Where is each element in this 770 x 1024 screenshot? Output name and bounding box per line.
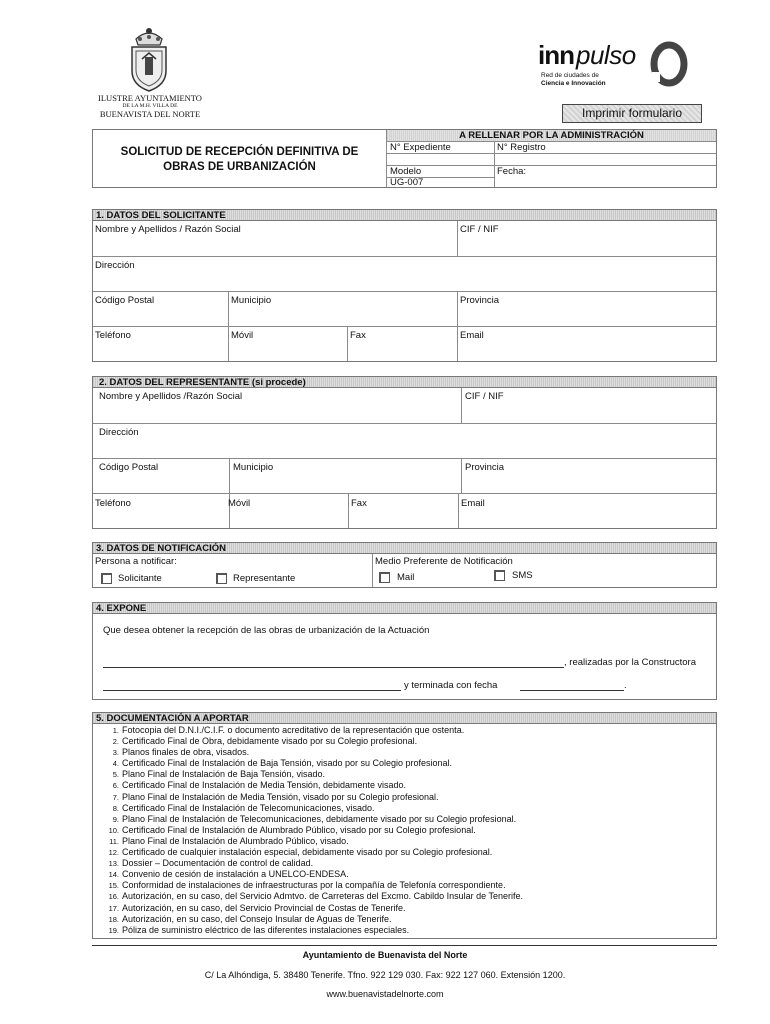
sms-label: SMS [512,570,533,581]
print-form-label: Imprimir formulario [581,106,682,120]
s2-telefono-field[interactable]: Teléfono [95,498,131,509]
documentation-item-number: 7. [112,792,119,802]
documentation-item [93,725,523,736]
sms-checkbox[interactable] [494,570,505,581]
documentation-item-number: 17. [108,903,119,913]
section-notificacion [92,542,717,588]
registro-label: N° Registro [497,142,546,153]
s1-telefono-field[interactable]: Teléfono [95,330,131,341]
documentation-item-number: 2. [112,737,119,747]
fecha-line-field[interactable] [520,690,624,691]
documentation-item [93,903,523,914]
s1-email-field[interactable]: Email [460,330,484,341]
constructora-line-field[interactable] [103,690,401,691]
s2-provincia-field[interactable]: Provincia [465,462,505,473]
form-title-line1: SOLICITUD DE RECEPCIÓN DEFINITIVA DE [120,146,359,158]
documentation-item [93,880,523,891]
documentation-item-text: Autorización, en su caso, del Servicio Provincial de Costas de Tenerife. [122,902,406,913]
s1-nombre-field[interactable]: Nombre y Apellidos / Razón Social [95,224,241,235]
documentation-item [93,736,523,747]
documentation-item-text: Certificado Final de Obra, debidamente visado por su Colegio profesional. [122,736,418,747]
documentation-item-text: Plano Final de Instalación de Telecomunicaciones, debidamente visado por su Colegio profesional. [122,813,517,824]
footer-address: C/ La Alhóndiga, 5. 38480 Tenerife. Tfno. 922 129 030. Fax: 922 127 060. Extensión 1200. [204,970,566,980]
documentation-item-text: Autorización, en su caso, del Servicio Admtvo. de Carreteras del Excmo. Cabildo Insular de Tenerife. [122,891,524,902]
footer-web: www.buenavistadelnorte.com [326,989,444,999]
documentation-item-text: Convenio de cesión de instalación a UNELCO-ENDESA. [122,869,349,880]
documentation-item-number: 11. [109,836,119,846]
documentation-item-number: 19. [108,925,119,935]
section-solicitante [92,209,717,362]
print-form-button[interactable] [562,104,702,123]
persona-notificar-label: Persona a notificar: [95,556,177,567]
s1-provincia-field[interactable]: Provincia [460,295,500,306]
documentation-item-text: Póliza de suministro eléctrico de las diferentes instalaciones especiales. [122,924,410,935]
documentation-item [93,792,523,803]
documentation-item [93,836,523,847]
council-name-line1: ILUSTRE AYUNTAMIENTO [98,93,202,103]
documentation-item-number: 5. [112,770,119,780]
documentation-item-text: Autorización, en su caso, del Consejo Insular de Aguas de Tenerife. [122,913,392,924]
s2-municipio-field[interactable]: Municipio [233,462,274,473]
actuacion-line-field[interactable] [103,667,564,668]
documentation-item [93,769,523,780]
documentation-item [93,891,523,902]
documentation-item-number: 10. [108,825,119,835]
documentation-item-text: Certificado Final de Instalación de Alumbrado Público, visado por su Colegio profesional. [122,824,476,835]
s1-movil-field[interactable]: Móvil [231,330,254,341]
documentation-item-text: Conformidad de instalaciones de infraestructuras por la compañía de Telefonía correspondiente. [122,880,506,891]
documentation-item [93,847,523,858]
s2-fax-field[interactable]: Fax [351,498,367,509]
documentation-item [93,747,523,758]
constructora-text: , realizadas por la Constructora [564,657,697,668]
fecha-period: . [624,680,627,691]
innpulso-logo-inn: inn [538,40,574,70]
solicitante-label: Solicitante [118,573,162,584]
s2-cp-field[interactable]: Código Postal [99,462,159,473]
solicitante-checkbox[interactable] [101,573,112,584]
documentation-item-number: 8. [112,803,119,813]
s2-movil-field[interactable]: Móvil [228,498,251,509]
documentation-item-number: 4. [112,759,119,769]
modelo-label: Modelo [390,166,422,177]
s1-fax-field[interactable]: Fax [350,330,366,341]
representante-label: Representante [233,573,296,584]
documentation-item-text: Certificado Final de Instalación de Telecomunicaciones, visado. [122,802,375,813]
council-name-line2: DE LA M.H. VILLA DE [122,103,178,109]
fecha-label: Fecha: [497,166,527,177]
section-expone [92,602,717,700]
innpulso-logo [538,40,688,100]
documentation-item [93,914,523,925]
s2-nombre-field[interactable]: Nombre y Apellidos /Razón Social [99,391,243,402]
s1-municipio-field[interactable]: Municipio [231,295,272,306]
documentation-item-number: 15. [108,881,119,891]
expone-text: Que desea obtener la recepción de las obras de urbanización de la Actuación [103,625,430,636]
representante-checkbox[interactable] [216,573,227,584]
documentation-item [93,869,523,880]
section-representante [92,376,717,529]
s2-email-field[interactable]: Email [461,498,485,509]
medio-notificacion-label: Medio Preferente de Notificación [375,556,513,567]
innpulso-logo-sub2: Ciencia e Innovación [541,80,606,87]
documentation-item-text: Certificado Final de Instalación de Baja Tensión, visado por su Colegio profesional. [122,758,453,769]
form-title-line2: OBRAS DE URBANIZACIÓN [163,161,316,173]
documentation-item-text: Certificado de cualquier instalación especial, debidamente visado por su Colegio profesional. [122,847,493,858]
documentation-item-text: Dossier – Documentación de control de calidad. [122,858,314,869]
council-name-line3: BUENAVISTA DEL NORTE [99,109,201,119]
admin-header: A RELLENAR POR LA ADMINISTRACIÓN [387,130,716,142]
documentation-item [93,925,523,936]
mail-label: Mail [397,572,415,583]
documentation-item [93,803,523,814]
documentation-list [93,725,523,936]
documentation-item-number: 14. [108,870,119,880]
section-2-title: 2. DATOS DEL REPRESENTANTE (si procede) [93,377,716,388]
documentation-item-number: 3. [112,748,119,758]
documentation-item [93,780,523,791]
section-3-title: 3. DATOS DE NOTIFICACIÓN [93,543,716,554]
terminada-text: y terminada con fecha [404,680,498,691]
s1-direccion-field[interactable]: Dirección [95,260,135,271]
innpulso-ring-icon [650,40,688,88]
documentation-item-text: Plano Final de Instalación de Media Tensión, visado por su Colegio profesional. [122,791,439,802]
s1-cif-field[interactable]: CIF / NIF [460,224,499,235]
documentation-item [93,758,523,769]
innpulso-logo-pulso: pulso [576,40,636,70]
footer-org: Ayuntamiento de Buenavista del Norte [302,950,468,960]
expediente-label: N° Expediente [390,142,451,153]
documentation-item [93,858,523,869]
documentation-item-number: 18. [108,914,119,924]
documentation-item-number: 12. [108,848,119,858]
documentation-item-text: Fotocopia del D.N.I./C.I.F. o documento acreditativo de la representación que ostenta. [122,725,465,735]
modelo-code: UG-007 [390,177,424,188]
documentation-item-text: Plano Final de Instalación de Baja Tensión, visado. [122,769,325,780]
section-5-title: 5. DOCUMENTACIÓN A APORTAR [93,713,716,724]
documentation-item-text: Certificado Final de Instalación de Media Tensión, debidamente visado. [122,780,407,791]
section-documentacion [92,712,717,939]
innpulso-logo-sub1: Red de ciudades de [541,72,599,79]
s2-cif-field[interactable]: CIF / NIF [465,391,504,402]
mail-checkbox[interactable] [379,572,390,583]
coat-of-arms-icon [124,25,174,93]
s1-cp-field[interactable]: Código Postal [95,295,155,306]
documentation-item-text: Planos finales de obra, visados. [122,747,250,758]
title-block [92,129,717,188]
s2-direccion-field[interactable]: Dirección [99,427,139,438]
documentation-item-number: 9. [112,814,119,824]
documentation-item-number: 16. [108,892,119,902]
documentation-item-number: 1. [112,726,119,735]
documentation-item-text: Plano Final de Instalación de Alumbrado Público, visado. [122,835,349,846]
documentation-item-number: 13. [108,859,119,869]
section-4-title: 4. EXPONE [93,603,716,614]
documentation-item-number: 6. [112,781,119,791]
documentation-item [93,825,523,836]
documentation-item [93,814,523,825]
section-1-title: 1. DATOS DEL SOLICITANTE [93,210,716,221]
